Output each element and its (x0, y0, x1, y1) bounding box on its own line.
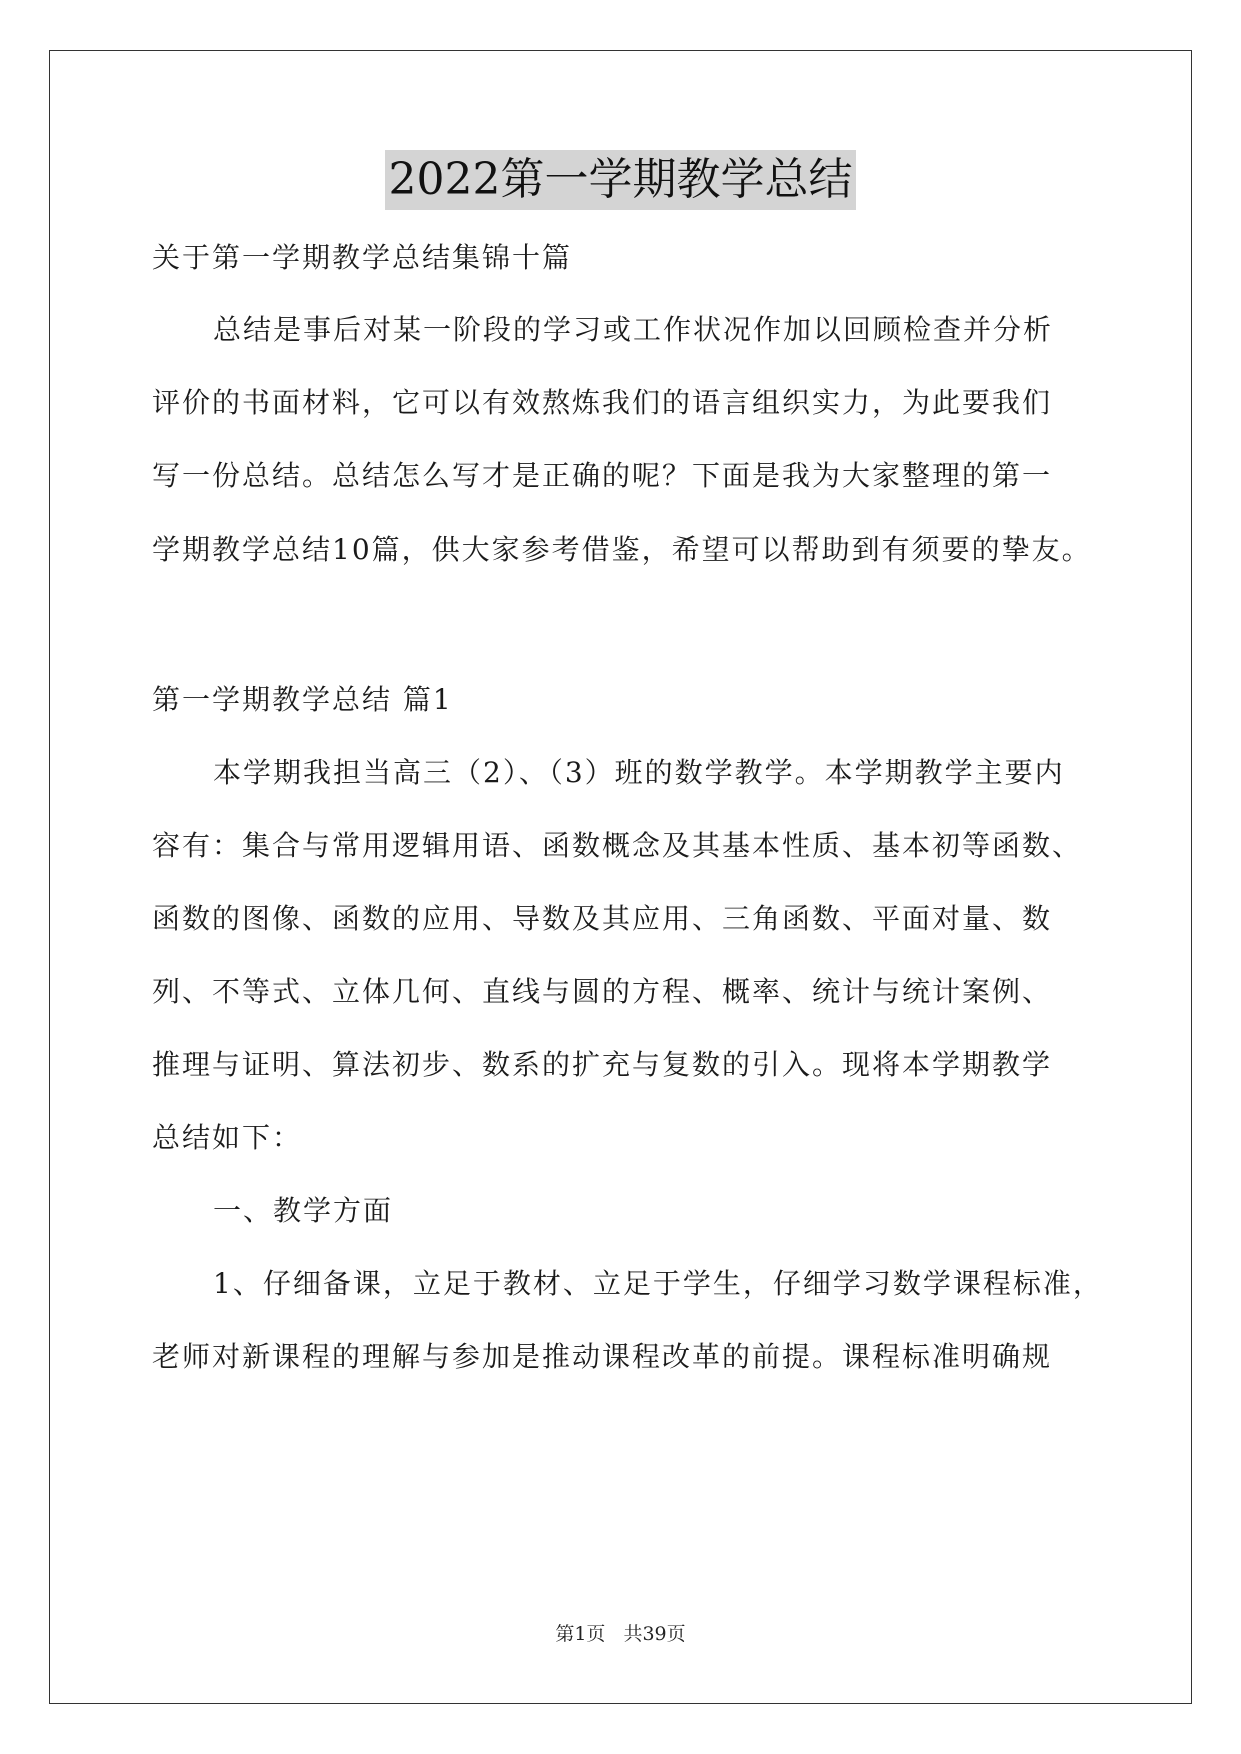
body-line: 总结如下： (152, 1121, 303, 1154)
subheading: 一、教学方面 (213, 1194, 394, 1227)
body-line: 列、不等式、立体几何、直线与圆的方程、概率、统计与统计案例、 (152, 975, 1053, 1008)
body-line: 函数的图像、函数的应用、导数及其应用、三角函数、平面对量、数 (152, 902, 1053, 935)
point-line: 老师对新课程的理解与参加是推动课程改革的前提。课程标准明确规 (152, 1340, 1053, 1373)
intro-line: 写一份总结。总结怎么写才是正确的呢？下面是我为大家整理的第一 (152, 459, 1053, 492)
intro-line: 学期教学总结10篇，供大家参考借鉴，希望可以帮助到有须要的挚友。 (152, 533, 1092, 566)
total-pages: 共39页 (623, 1623, 686, 1645)
title-container (0, 150, 1241, 210)
body-line: 容有：集合与常用逻辑用语、函数概念及其基本性质、基本初等函数、 (152, 829, 1083, 862)
body-line: 推理与证明、算法初步、数系的扩充与复数的引入。现将本学期教学 (152, 1048, 1053, 1081)
intro-line: 评价的书面材料，它可以有效熬炼我们的语言组织实力，为此要我们 (152, 386, 1053, 419)
point-line: 1、仔细备课，立足于教材、立足于学生，仔细学习数学课程标准， (213, 1267, 1103, 1300)
document-title: 2022第一学期教学总结 (385, 150, 857, 210)
page-number: 第1页 (555, 1623, 606, 1645)
body-line: 本学期我担当高三（2）、（3）班的数学教学。本学期教学主要内 (213, 756, 1065, 789)
page-footer (0, 1620, 1241, 1648)
intro-line: 总结是事后对某一阶段的学习或工作状况作加以回顾检查并分析 (213, 313, 1054, 346)
section-heading: 第一学期教学总结 篇1 (152, 683, 453, 716)
page-border (49, 50, 1192, 1704)
document-subtitle: 关于第一学期教学总结集锦十篇 (152, 241, 573, 274)
